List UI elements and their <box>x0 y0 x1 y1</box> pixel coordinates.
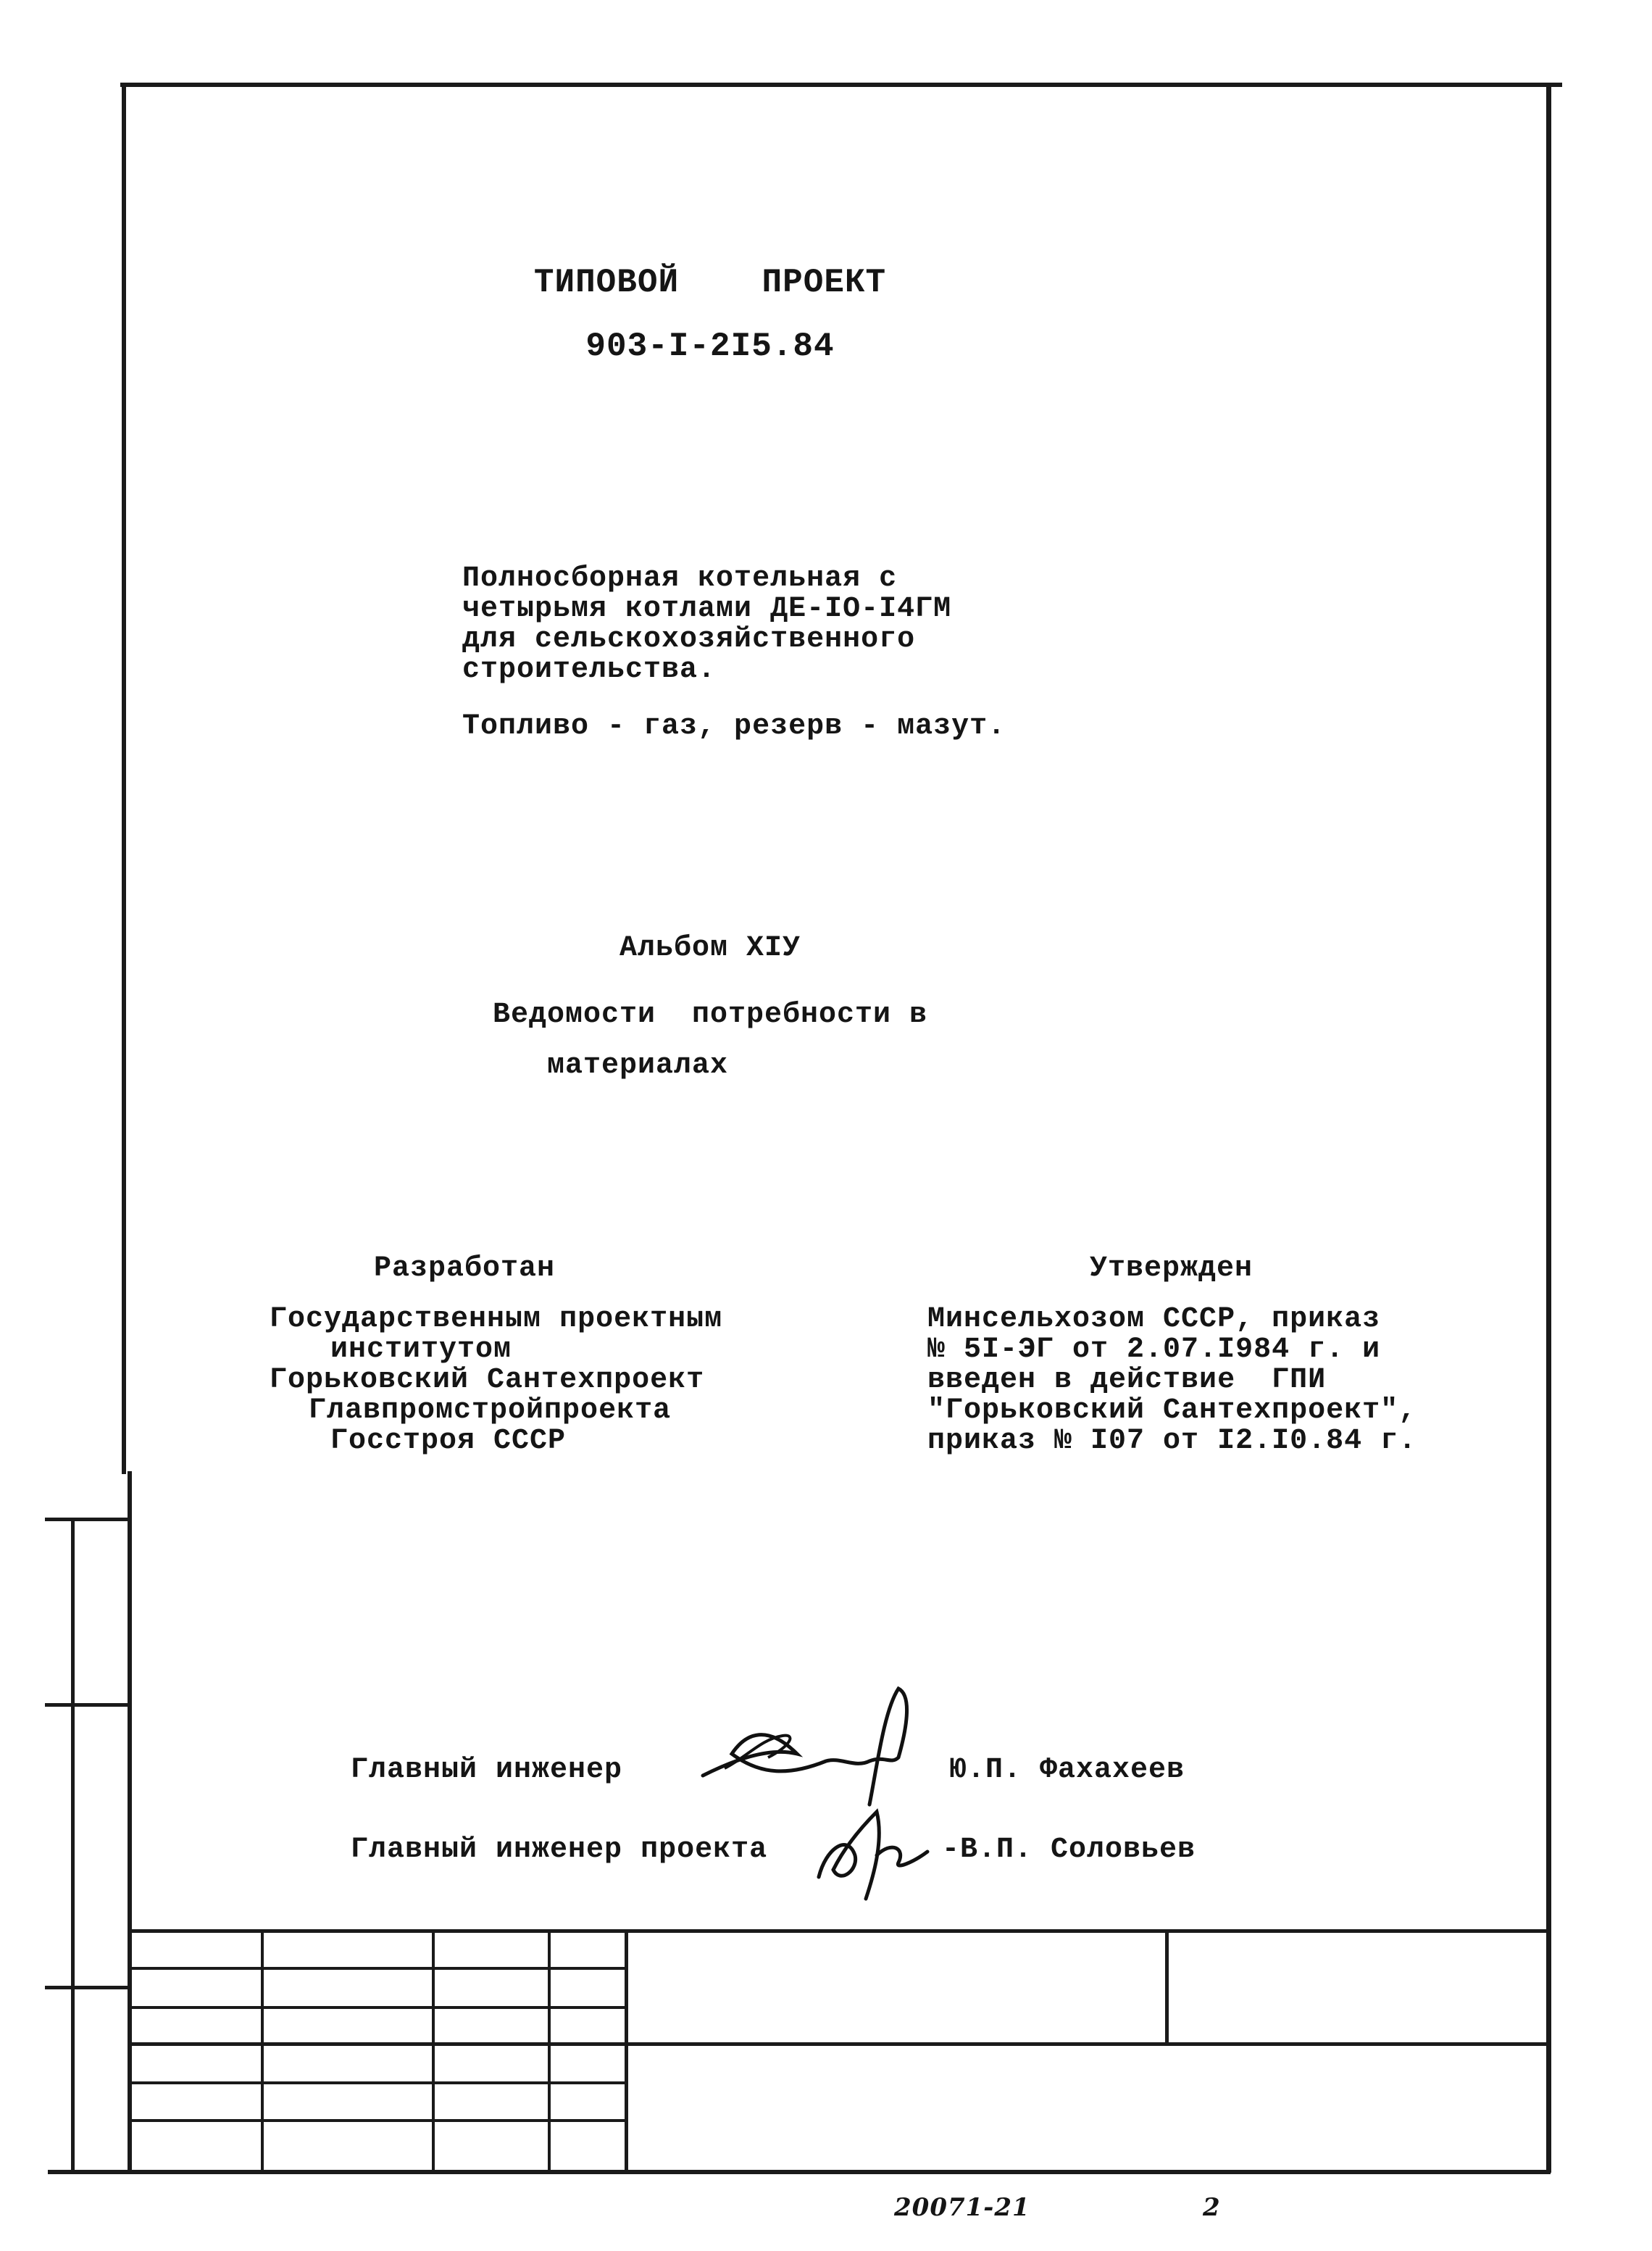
title-block-line <box>625 1929 628 2171</box>
title-block-line <box>128 2042 1549 2046</box>
project-number: 903-I-2I5.84 <box>585 328 835 365</box>
title-block-line <box>432 1929 435 2171</box>
frame-left-border <box>122 83 126 1474</box>
project-description <box>462 564 951 686</box>
fuel-description: Топливо - газ, резерв - мазут. <box>462 710 1006 743</box>
title-block-line <box>128 2081 627 2084</box>
title-block-line <box>1165 1929 1169 2044</box>
title-block-line <box>261 1929 264 2171</box>
chief-project-engineer-label: Главный инженер проекта <box>351 1834 768 1866</box>
title-block-line <box>128 1967 627 1970</box>
chief-engineer-label: Главный инженер <box>351 1754 623 1786</box>
developed-organization <box>270 1305 806 1457</box>
page-number: 2 <box>1203 2193 1221 2222</box>
title-block-line <box>128 2119 627 2122</box>
album-title-line2: материалах <box>546 1049 729 1082</box>
developed-line: Главпромстройпроекта <box>309 1394 672 1427</box>
binding-line <box>45 1518 130 1521</box>
approved-line: № 5I-ЭГ от 2.07.I984 г. и <box>927 1333 1381 1366</box>
frame-bottom-border <box>48 2170 1551 2174</box>
binding-line <box>45 1703 130 1707</box>
developed-line: Государственным проектным <box>270 1303 723 1336</box>
developed-line: Горьковский Сантехпроект <box>270 1364 705 1397</box>
album-number: Альбом XIУ <box>619 932 801 965</box>
developed-line: институтом <box>330 1333 512 1366</box>
binding-line <box>71 1518 75 2173</box>
stamp-number: 20071-21 <box>894 2193 1030 2222</box>
description-line: для сельскохозяйственного <box>462 623 916 656</box>
approved-line: Минсельхозом СССР, приказ <box>927 1303 1381 1336</box>
title-block-line <box>128 2006 627 2009</box>
chief-engineer-name: Ю.П. Фахахеев <box>949 1754 1185 1786</box>
album-title-line1: Ведомости потребности в <box>492 999 928 1031</box>
frame-right-border <box>1546 86 1551 2173</box>
developed-line: Госстроя СССР <box>330 1425 567 1457</box>
frame-left-border-lower <box>128 1471 132 2174</box>
approved-line: "Горьковский Сантехпроект", <box>927 1394 1417 1427</box>
developed-heading: Разработан <box>374 1252 556 1285</box>
approved-order <box>927 1305 1522 1457</box>
approved-heading: Утвержден <box>1090 1252 1253 1285</box>
title-block-line <box>128 1929 1549 1933</box>
approved-line: приказ № I07 от I2.I0.84 г. <box>927 1425 1417 1457</box>
project-type-heading: ТИПОВОЙ ПРОЕКТ <box>533 264 887 301</box>
frame-top-border <box>120 83 1562 87</box>
title-block-line <box>548 1929 551 2171</box>
binding-line <box>45 1986 130 1989</box>
description-line: Полносборная котельная с <box>462 562 898 595</box>
description-line: строительства. <box>462 654 717 686</box>
chief-project-engineer-signature <box>804 1790 949 1906</box>
approved-line: введен в действие ГПИ <box>927 1364 1327 1397</box>
chief-project-engineer-name: -В.П. Соловьев <box>942 1834 1196 1866</box>
description-line: четырьмя котлами ДЕ-IO-I4ГМ <box>462 593 952 625</box>
